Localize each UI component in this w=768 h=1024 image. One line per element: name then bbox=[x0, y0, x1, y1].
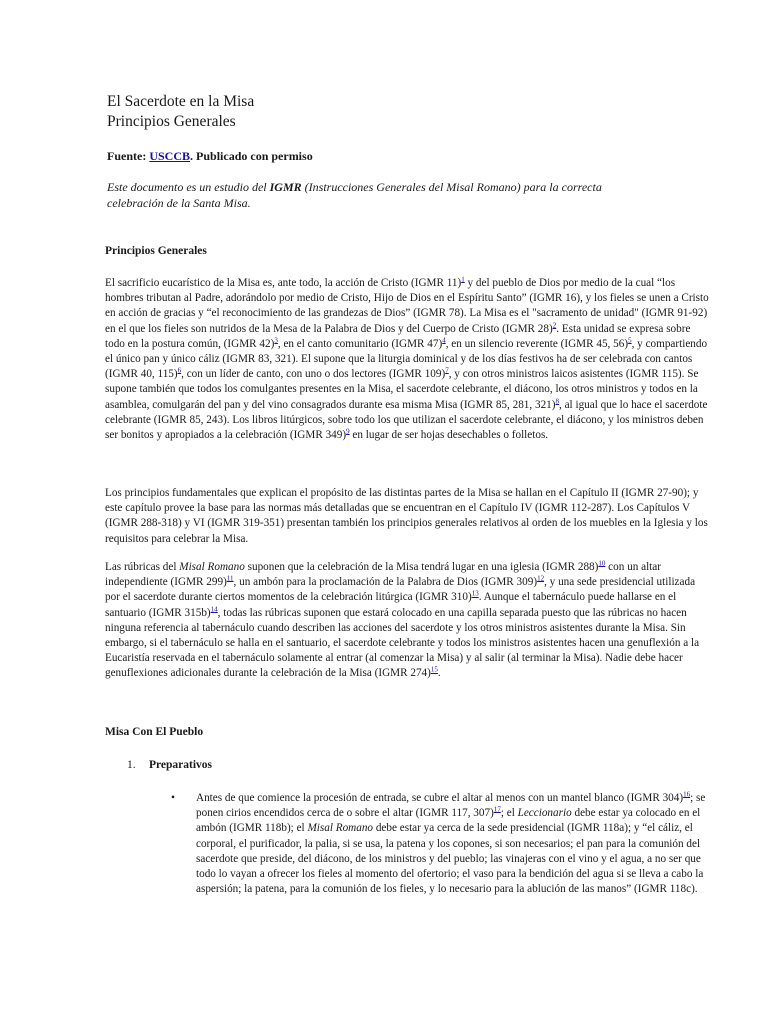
p3-text: suponen que la celebración de la Misa tendrá lugar en una iglesia (IGMR 288) bbox=[244, 561, 599, 573]
footnote-link[interactable]: 13 bbox=[471, 589, 479, 598]
footnote-link[interactable]: 11 bbox=[226, 574, 234, 583]
footnote-link[interactable]: 17 bbox=[493, 805, 501, 814]
page-title bbox=[107, 92, 254, 132]
footnote-link[interactable]: 14 bbox=[210, 604, 218, 613]
bullet-text-part: Antes de que comience la procesión de entrada, se cubre el altar al menos con un mantel blanco (IGMR 304) bbox=[196, 792, 684, 804]
intro-acronym: IGMR bbox=[269, 180, 302, 194]
p3-text: , y una sede presidencial utilizada por el sacerdote durante ciertos momentos de la celebración litúrgica (IGMR 310) bbox=[105, 576, 696, 604]
bullet-text-part: debe estar ya colocado en el ambón (IGMR 118b); el bbox=[196, 807, 701, 835]
title-line-2: Principios Generales bbox=[107, 113, 236, 130]
p3-text: . Aunque el tabernáculo puede hallarse en el santuario (IGMR 315b) bbox=[105, 591, 677, 619]
p3-text: . bbox=[437, 667, 441, 680]
bullet-text bbox=[196, 791, 711, 897]
bullet-italic: Misal Romano bbox=[307, 822, 374, 835]
bullet-italic: Leccionario bbox=[517, 807, 572, 820]
footnote-link[interactable]: 9 bbox=[346, 427, 350, 436]
footnote-link[interactable]: 4 bbox=[442, 336, 446, 345]
list-item bbox=[127, 759, 212, 771]
bullet-item bbox=[171, 791, 711, 897]
source-label: Fuente: bbox=[107, 149, 147, 163]
p1-text: y del pueblo de Dios por medio de la cual “los hombres tributan al Padre, adorándolo por medio de Cristo, Hijo de Dios en el Espíritu Santo” (IGMR 16), y los fieles se unen a Cristo en acción de gracias y “el reconocimiento de las grandezas de Dios” (IGMR 78). La Misa es el "sacramento de unidad" (IGMR 91-92) en el que los fieles son nutridos de la Mesa de la Palabra de Dios y del Cuerpo de Cristo (IGMR 28) bbox=[105, 277, 709, 335]
p1-text: , y con otros ministros laicos asistentes (IGMR 115). Se supone también que todos los comulgantes presentes en la Misa, el sacerdote celebrante, el diácono, los otros ministros y todos en la asamblea, comulgarán del pan y del vino consagrados durante esa misma Misa (IGMR 85, 281, 321) bbox=[105, 368, 699, 411]
paragraph-2: Los principios fundamentales que explican el propósito de las distintas partes de la Misa se hallan en el Capítulo II (IGMR 27-90); y este capítulo provee la base para las normas más detalladas que se encuentran en el Capítulo IV (IGMR 112-287). Los Capítulos V (IGMR 288-318) y VI (IGMR 319-351) presentan también los principios generales relativos al orden de los muebles en la Iglesia y los requisitos para celebrar la Misa. bbox=[105, 487, 708, 545]
p1-text: , al igual que lo hace el sacerdote celebrante (IGMR 85, 243). Los libros litúrgicos, sobre todo los que utilizan el sacerdote celebrante, el diácono, y los ministros deben ser bonitos y apropiados a la celebración (IGMR 349) bbox=[105, 398, 708, 442]
list-number: 1. bbox=[127, 759, 136, 771]
p3-italic: Misal Romano bbox=[179, 561, 245, 573]
intro-paragraph bbox=[107, 179, 637, 211]
paragraph-3 bbox=[105, 560, 710, 682]
title-line-1: El Sacerdote en la Misa bbox=[107, 93, 255, 110]
p1-text: , y compartiendo el único pan y único cáliz (IGMR 83, 321). El supone que la liturgia dominical y de los días festivos ha de ser celebrada con cantos (IGMR 40, 115) bbox=[105, 337, 708, 381]
footnote-link[interactable]: 7 bbox=[445, 366, 449, 375]
footnote-link[interactable]: 15 bbox=[430, 665, 438, 674]
footnote-link[interactable]: 16 bbox=[683, 790, 691, 799]
source-link[interactable]: USCCB bbox=[149, 149, 191, 163]
list-label: Preparativos bbox=[149, 759, 213, 771]
bullet-text-part: ; se ponen cirios encendidos cerca de o sobre el altar (IGMR 117, 307) bbox=[196, 792, 706, 820]
footnote-link[interactable]: 1 bbox=[461, 275, 465, 284]
footnote-link[interactable]: 8 bbox=[555, 396, 559, 405]
bullet-text-part: ; el bbox=[500, 807, 518, 820]
footnote-link[interactable]: 10 bbox=[598, 559, 606, 568]
p1-text: , en un silencio reverente (IGMR 45, 56) bbox=[445, 337, 629, 350]
section-heading-mass: Misa Con El Pueblo bbox=[105, 726, 204, 738]
footnote-link[interactable]: 3 bbox=[274, 336, 278, 345]
p1-text: El sacrificio eucarístico de la Misa es, ante todo, la acción de Cristo (IGMR 11) bbox=[105, 277, 462, 289]
footnote-link[interactable]: 6 bbox=[177, 366, 182, 375]
p3-text: , todas las rúbricas suponen que estará colocado en una capilla separada puesto que las rúbricas no hacen ninguna referencia al tabernáculo cuando describen las acciones del sacerdote y los otros ministros asistentes durante la Misa. Sin embargo, si el tabernáculo se halla en el santuario, el sacerdote celebrante y todos los ministros asistentes hacen una genuflexión a la Eucaristía reservada en el tabernáculo solamente al entrar (al comenzar la Misa) y al salir (al terminar la Misa). Nadie debe hacer genuflexiones adicionales durante la celebración de la Misa (IGMR 274) bbox=[105, 606, 700, 680]
footnote-link[interactable]: 5 bbox=[628, 336, 632, 345]
p1-text: en lugar de ser hojas desechables o folletos. bbox=[349, 429, 549, 442]
bullet-text-part: debe estar ya cerca de la sede presidencial (IGMR 118a); y “el cáliz, el corporal, el purificador, la palia, si se usa, la patena y los copones, si son necesarios; el pan para la comunión del sacerdote que preside, del diácono, de los ministros y del pueblo; las vinajeras con el vino y el agua, a no ser que todo lo vayan a ofrecer los fieles al momento del ofertorio; el vaso para la bendición del agua si se lleva a cabo la aspersión; la patena, para la comunión de los fieles, y lo necesario para la ablución de las manos” (IGMR 118c). bbox=[196, 822, 704, 896]
footnote-link[interactable]: 2 bbox=[552, 320, 557, 329]
paragraph-1 bbox=[105, 276, 710, 443]
p1-text: , con un líder de canto, con uno o dos lectores (IGMR 109) bbox=[181, 368, 446, 381]
p3-text: , un ambón para la proclamación de la Palabra de Dios (IGMR 309) bbox=[233, 576, 538, 589]
p3-text: Las rúbricas del bbox=[105, 561, 180, 573]
intro-text: Este documento es un estudio del bbox=[107, 180, 270, 194]
bullet-dot-icon: • bbox=[171, 792, 175, 804]
source-suffix: . Publicado con permiso bbox=[190, 149, 313, 163]
p1-text: , en el canto comunitario (IGMR 47) bbox=[277, 337, 443, 350]
section-heading-principles: Principios Generales bbox=[105, 245, 207, 257]
intro-text-end: (Instrucciones Generales del Misal Romano) para la correcta celebración de la Santa Misa. bbox=[107, 180, 602, 210]
p3-text: con un altar independiente (IGMR 299) bbox=[105, 561, 661, 589]
p1-text: . Esta unidad se expresa sobre todo en la postura común, (IGMR 42) bbox=[105, 322, 691, 350]
source-line bbox=[107, 149, 313, 164]
footnote-link[interactable]: 12 bbox=[537, 574, 545, 583]
